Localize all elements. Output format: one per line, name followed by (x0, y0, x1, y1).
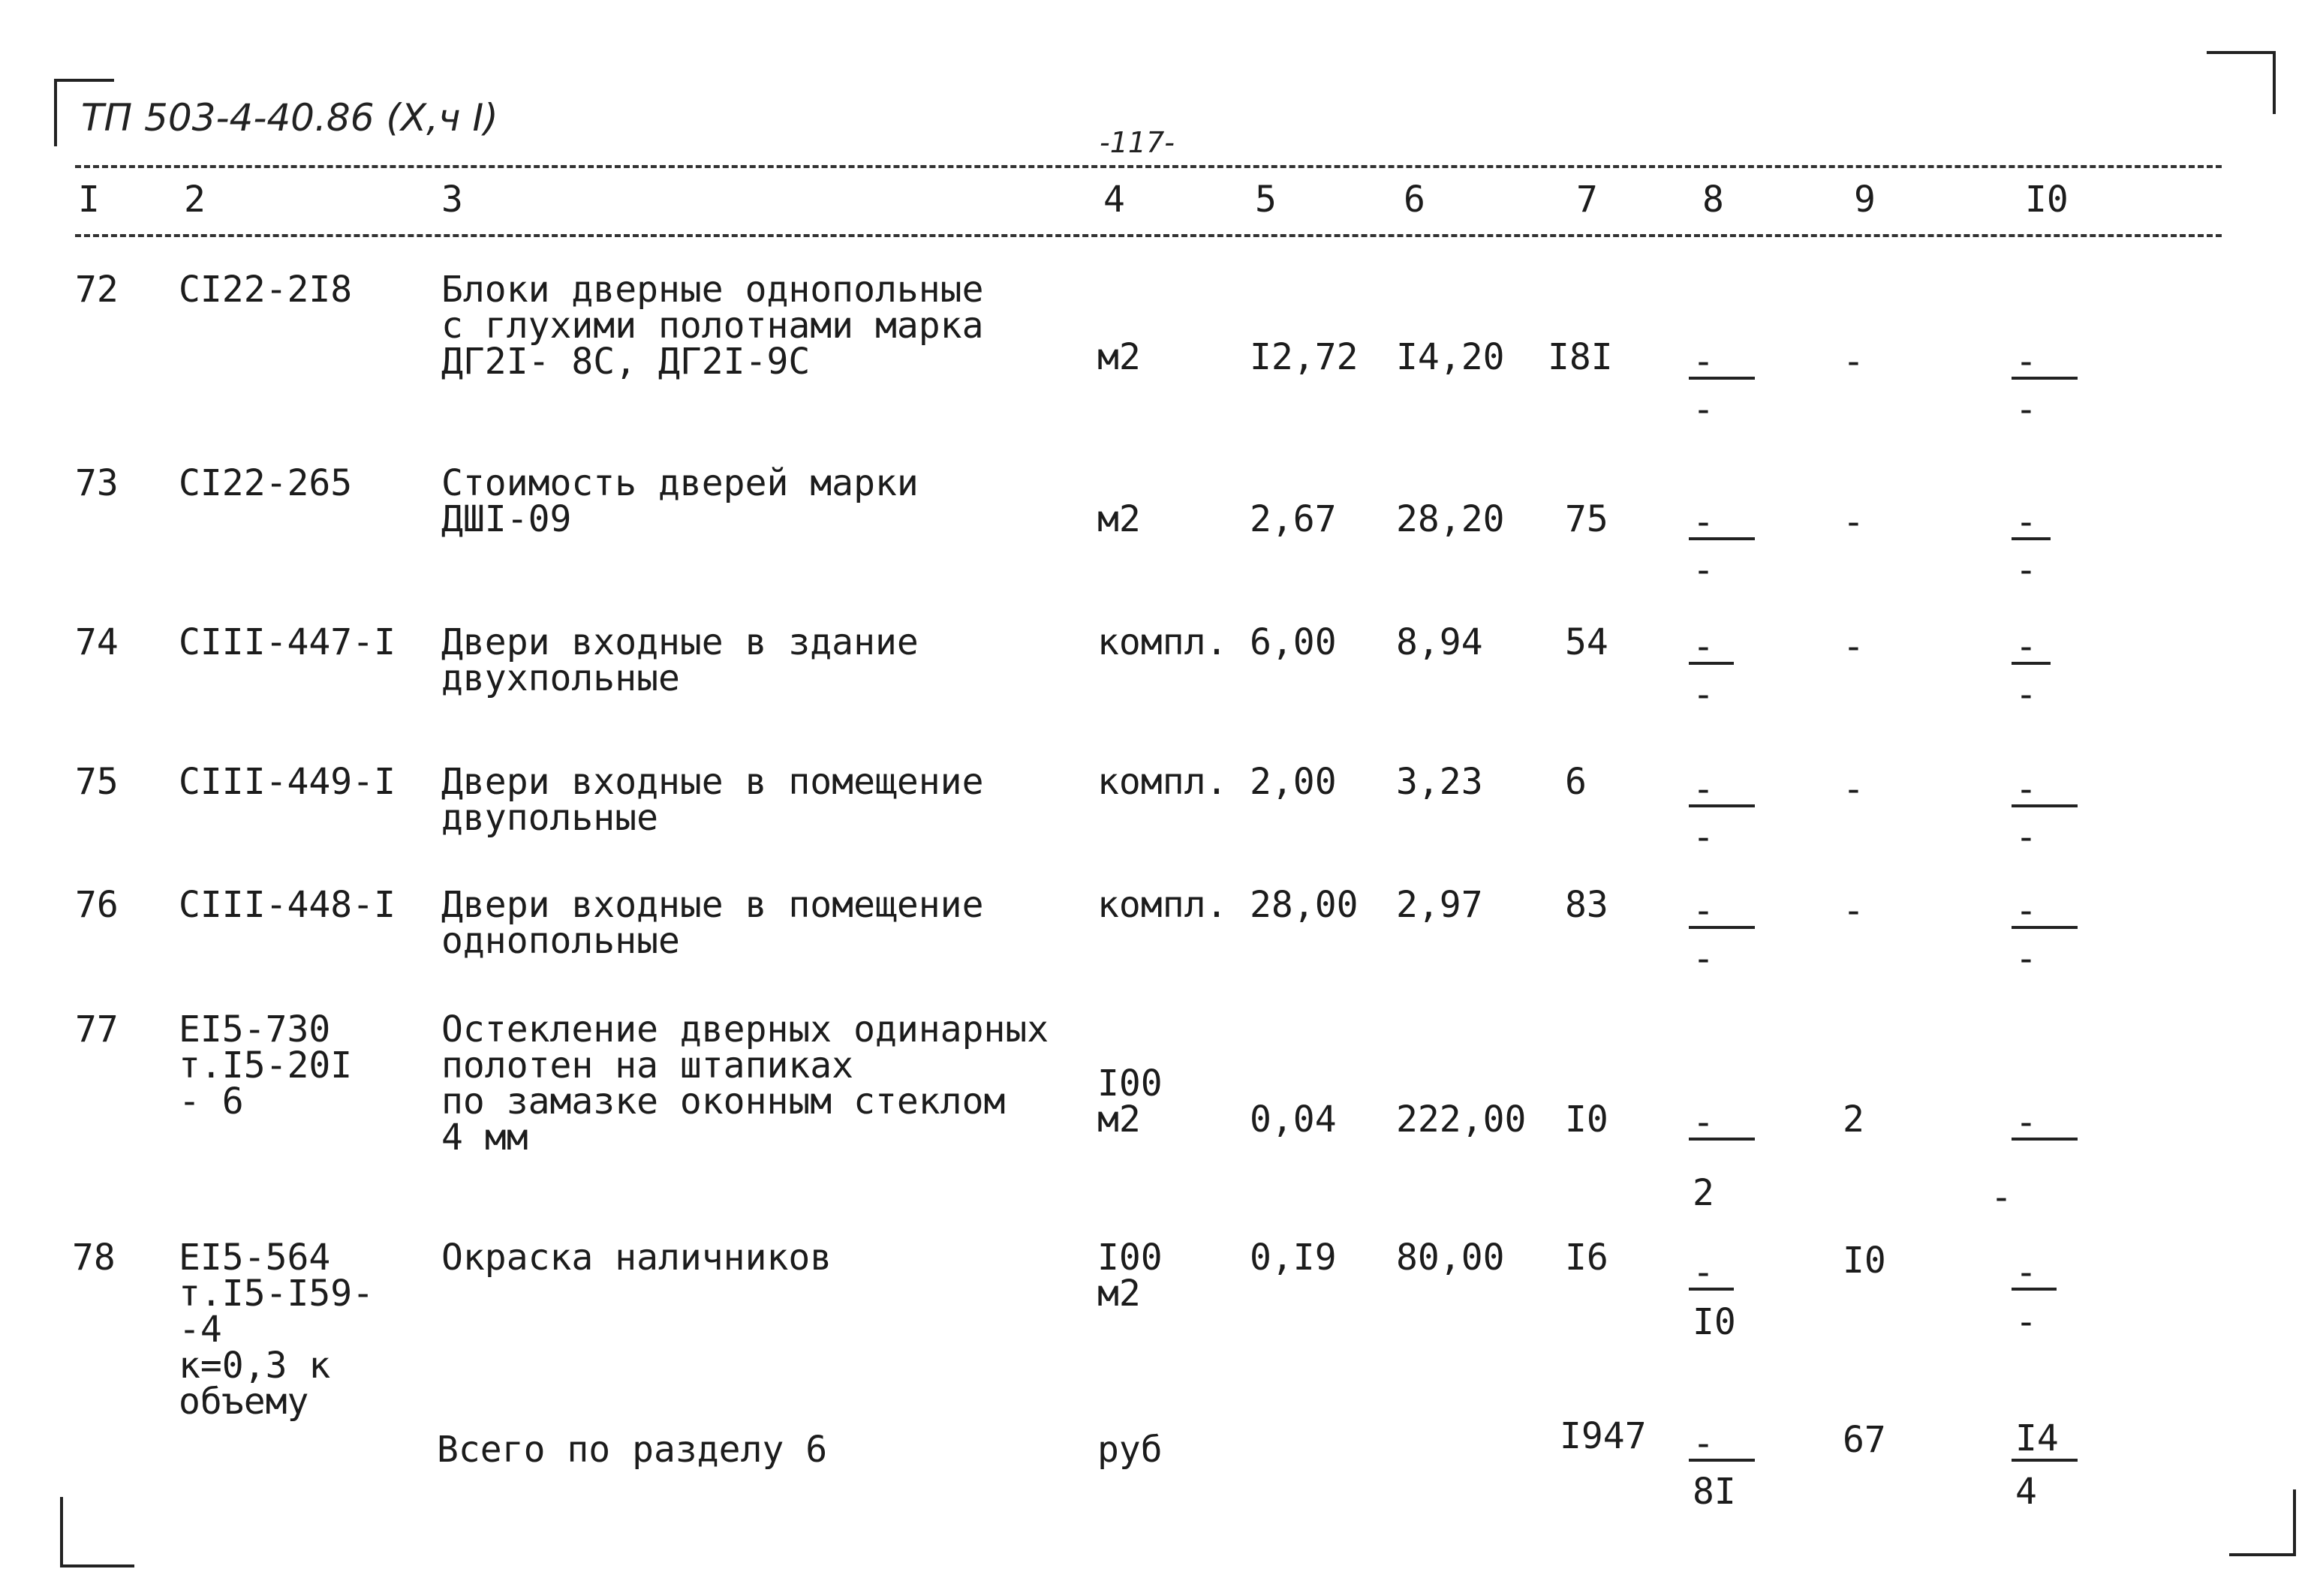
col9-value: - (1843, 626, 1864, 668)
col8-numerator: - (1693, 341, 1714, 383)
col8-fraction-bar (1689, 377, 1755, 380)
col9-value: - (1843, 341, 1864, 383)
col9-value: I0 (1843, 1240, 1886, 1282)
col8-fraction-bar (1689, 804, 1755, 807)
col8-fraction-bar (1689, 1288, 1734, 1291)
col10-denominator: - (2015, 389, 2037, 431)
col10-denominator: - (2015, 1301, 2037, 1343)
col10-numerator: - (2015, 1252, 2037, 1294)
row-unit: м2 (1097, 336, 1141, 378)
col9-value: - (1843, 768, 1864, 810)
row-code: EI5-730 т.I5-20I - 6 (179, 1008, 353, 1123)
col10-denominator: - (2015, 938, 2037, 980)
page-number: -117- (1100, 126, 1175, 159)
column-header-5: 5 (1255, 179, 1277, 221)
col10-fraction-bar (2012, 1138, 2078, 1141)
col8-fraction-bar (1689, 1138, 1755, 1141)
summary-col8-denominator: 8I (1693, 1471, 1736, 1513)
col9-value: - (1843, 890, 1864, 932)
header-rule-top (75, 165, 2222, 168)
column-header-9: 9 (1854, 179, 1876, 221)
col8-denominator: I0 (1693, 1301, 1736, 1343)
summary-col10-fraction-bar (2012, 1459, 2078, 1462)
row-name: Стоимость дверей марки ДШI-09 (441, 462, 919, 540)
row-total: I6 (1565, 1237, 1608, 1279)
col10-numerator: - (2015, 890, 2037, 932)
row-name: Блоки дверные однопольные с глухими полотнами марка ДГ2I- 8С, ДГ2I-9С (441, 269, 984, 383)
col10-numerator: - (2015, 626, 2037, 668)
frame-corner-top-right (2207, 51, 2276, 114)
frame-corner-bottom-left (60, 1497, 134, 1567)
frame-corner-top-left-h (54, 79, 114, 82)
col8-numerator: - (1693, 626, 1714, 668)
frame-corner-top-left (54, 79, 57, 146)
row-code: CIII-448-I (179, 884, 396, 926)
row-code: CI22-265 (179, 462, 353, 504)
column-header-8: 8 (1702, 179, 1724, 221)
row-number: 74 (75, 621, 119, 663)
row-quantity: 2,00 (1250, 761, 1337, 803)
col10-denominator: - (2015, 549, 2037, 591)
row-number: 75 (75, 761, 119, 803)
col10-fraction-bar (2012, 1288, 2057, 1291)
col8-denominator: - (1693, 816, 1714, 858)
row-name: Двери входные в здание двухпольные (441, 621, 919, 699)
col10-denominator: - (1991, 1177, 2012, 1219)
row-number: 76 (75, 884, 119, 926)
column-header-6: 6 (1404, 179, 1425, 221)
row-unit: компл. (1097, 884, 1228, 926)
row-total: I8I (1548, 336, 1613, 378)
frame-corner-bottom-right (2229, 1489, 2296, 1556)
column-header-10: I0 (2025, 179, 2069, 221)
row-name: Остекление дверных одинарных полотен на штапиках по замазке оконным стеклом 4 мм (441, 1008, 1049, 1159)
row-code: CI22-2I8 (179, 269, 353, 311)
col8-numerator: - (1693, 890, 1714, 932)
row-total: 83 (1565, 884, 1608, 926)
row-unit: м2 (1097, 498, 1141, 540)
row-total: 54 (1565, 621, 1608, 663)
col8-denominator: - (1693, 674, 1714, 716)
col8-numerator: - (1693, 1252, 1714, 1294)
row-total: 75 (1565, 498, 1608, 540)
header-rule-bottom (75, 234, 2222, 237)
col10-fraction-bar (2012, 662, 2051, 665)
summary-unit: руб (1097, 1429, 1163, 1471)
row-quantity: 0,I9 (1250, 1237, 1337, 1279)
row-total: I0 (1565, 1099, 1608, 1141)
col8-denominator: - (1693, 549, 1714, 591)
row-price: I4,20 (1396, 336, 1505, 378)
summary-col9: 67 (1843, 1419, 1886, 1461)
row-price: 2,97 (1396, 884, 1483, 926)
row-number: 77 (75, 1008, 119, 1050)
col9-value: - (1843, 501, 1864, 543)
col10-denominator: - (2015, 816, 2037, 858)
summary-col10-numerator: I4 (2015, 1417, 2059, 1459)
col10-denominator: - (2015, 674, 2037, 716)
row-total: 6 (1565, 761, 1587, 803)
col8-denominator: 2 (1693, 1172, 1714, 1214)
row-unit: I00 м2 (1097, 1237, 1163, 1315)
col8-numerator: - (1693, 501, 1714, 543)
column-header-4: 4 (1103, 179, 1125, 221)
row-quantity: 6,00 (1250, 621, 1337, 663)
row-unit: компл. (1097, 761, 1228, 803)
col8-numerator: - (1693, 1102, 1714, 1144)
row-code: EI5-564 т.I5-I59- -4 к=0,3 к объему (179, 1237, 375, 1423)
col8-denominator: - (1693, 938, 1714, 980)
document-code: ТП 503-4-40.86 (Х,ч I) (81, 96, 498, 140)
row-name: Двери входные в помещение двупольные (441, 761, 984, 839)
row-quantity: 0,04 (1250, 1099, 1337, 1141)
column-header-1: I (78, 179, 100, 221)
row-number: 78 (72, 1237, 116, 1279)
column-header-7: 7 (1576, 179, 1598, 221)
row-price: 222,00 (1396, 1099, 1527, 1141)
row-price: 28,20 (1396, 498, 1505, 540)
column-header-3: 3 (441, 179, 463, 221)
row-quantity: I2,72 (1250, 336, 1359, 378)
col8-fraction-bar (1689, 537, 1755, 540)
row-code: CIII-449-I (179, 761, 396, 803)
col9-value: 2 (1843, 1099, 1864, 1141)
col10-fraction-bar (2012, 804, 2078, 807)
row-code: CIII-447-I (179, 621, 396, 663)
summary-col8-numerator: - (1693, 1423, 1714, 1465)
col10-numerator: - (2015, 341, 2037, 383)
col10-numerator: - (2015, 1102, 2037, 1144)
col8-numerator: - (1693, 768, 1714, 810)
summary-label: Всего по разделу 6 (437, 1429, 828, 1471)
row-quantity: 2,67 (1250, 498, 1337, 540)
row-price: 3,23 (1396, 761, 1483, 803)
row-quantity: 28,00 (1250, 884, 1359, 926)
summary-total: I947 (1560, 1415, 1647, 1457)
col10-numerator: - (2015, 501, 2037, 543)
row-unit: компл. (1097, 621, 1228, 663)
row-number: 73 (75, 462, 119, 504)
row-name: Окраска наличников (441, 1237, 832, 1279)
row-number: 72 (75, 269, 119, 311)
col8-denominator: - (1693, 389, 1714, 431)
col10-numerator: - (2015, 768, 2037, 810)
row-price: 80,00 (1396, 1237, 1505, 1279)
summary-col8-fraction-bar (1689, 1459, 1755, 1462)
row-price: 8,94 (1396, 621, 1483, 663)
row-unit: I00 м2 (1097, 1062, 1163, 1141)
column-header-2: 2 (184, 179, 206, 221)
row-name: Двери входные в помещение однопольные (441, 884, 984, 962)
col10-fraction-bar (2012, 377, 2078, 380)
col10-fraction-bar (2012, 537, 2051, 540)
summary-col10-denominator: 4 (2015, 1471, 2037, 1513)
col8-fraction-bar (1689, 662, 1734, 665)
col10-fraction-bar (2012, 926, 2078, 929)
col8-fraction-bar (1689, 926, 1755, 929)
